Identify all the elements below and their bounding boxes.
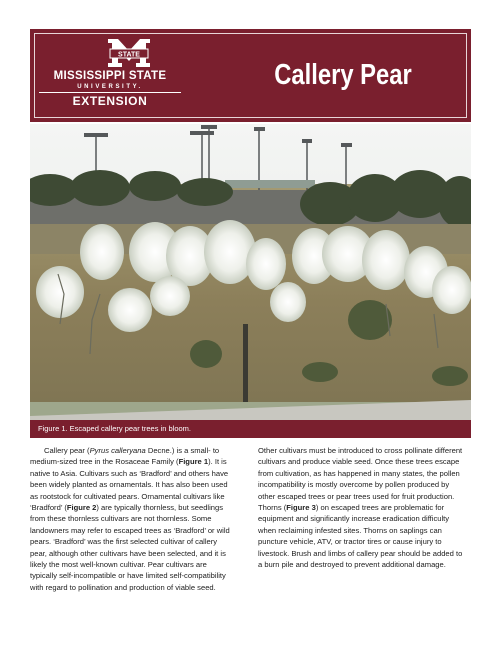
figure-caption-text: Figure 1. Escaped callery pear trees in bloom. [38, 424, 191, 433]
figure-caption [30, 420, 471, 438]
logo-mark-text: STATE [118, 51, 140, 59]
left-column-text: ). It is native to Asia. Cultivars such as ‘Bradford’ and others have been widely planted as ornamentals. It has also been used as rootstock for cultivated pears. Ornamental cultivars like ‘Bradford’ ( [30, 457, 229, 513]
page-title: Callery Pear [274, 59, 412, 91]
logo-university-word: UNIVERSITY. [77, 84, 143, 90]
left-column-text: Callery pear ( [44, 446, 90, 455]
left-column-scientific-name: Pyrus calleryana [89, 446, 146, 455]
right-column-figure-ref: Figure 3 [286, 503, 316, 513]
logo-divider [39, 92, 181, 93]
left-column-figure-ref: Figure 1 [178, 457, 209, 467]
body-column-right [258, 445, 468, 570]
right-column-text: Other cultivars must be introduced to cross pollinate different cultivars and produce viable seed. Once these trees escape from cultivation, as has happened in many states, the pollen incompatibility is mostly overcome by pollen produced by other escaped trees or pear trees used for fruit production. Thorns ( [258, 446, 463, 513]
logo-university-name: MISSISSIPPI STATE [53, 70, 167, 82]
body-column-left [30, 445, 232, 593]
left-column-text: ) are typically thornless, but seedlings from these thornless cultivars are not thornless. Some landowners may refer to escaped trees as ‘Bradford’ or wild pears. ‘Bradford’ was the first selected cultivar of callery pear, although other cultivars have been selected, and it is likely the most well-known cultivar. Pear cultivars are typically self-incompatible or have limited self-compatibility with regard to pollination and production of viable seed. [30, 503, 230, 592]
left-column-text: Decne.) is a small- to medium-sized tree in the Rosaceae Family ( [30, 446, 220, 467]
header-banner [30, 29, 471, 122]
right-column-text: ) on escaped trees are problematic for equipment and significantly increase eradication difficulty when reclaiming infested sites. Thorns on saplings can puncture vehicle, ATV, or tractor tires or cause injury to livestock. Brush and limbs of callery pear should be added to a burn pile and destroyed to prevent additional damage. [258, 503, 463, 570]
callery-pear-photo [30, 124, 471, 420]
logo-extension: EXTENSION [72, 94, 148, 108]
left-column-figure-ref: Figure 2 [66, 503, 97, 513]
msu-logo-icon [106, 37, 152, 69]
